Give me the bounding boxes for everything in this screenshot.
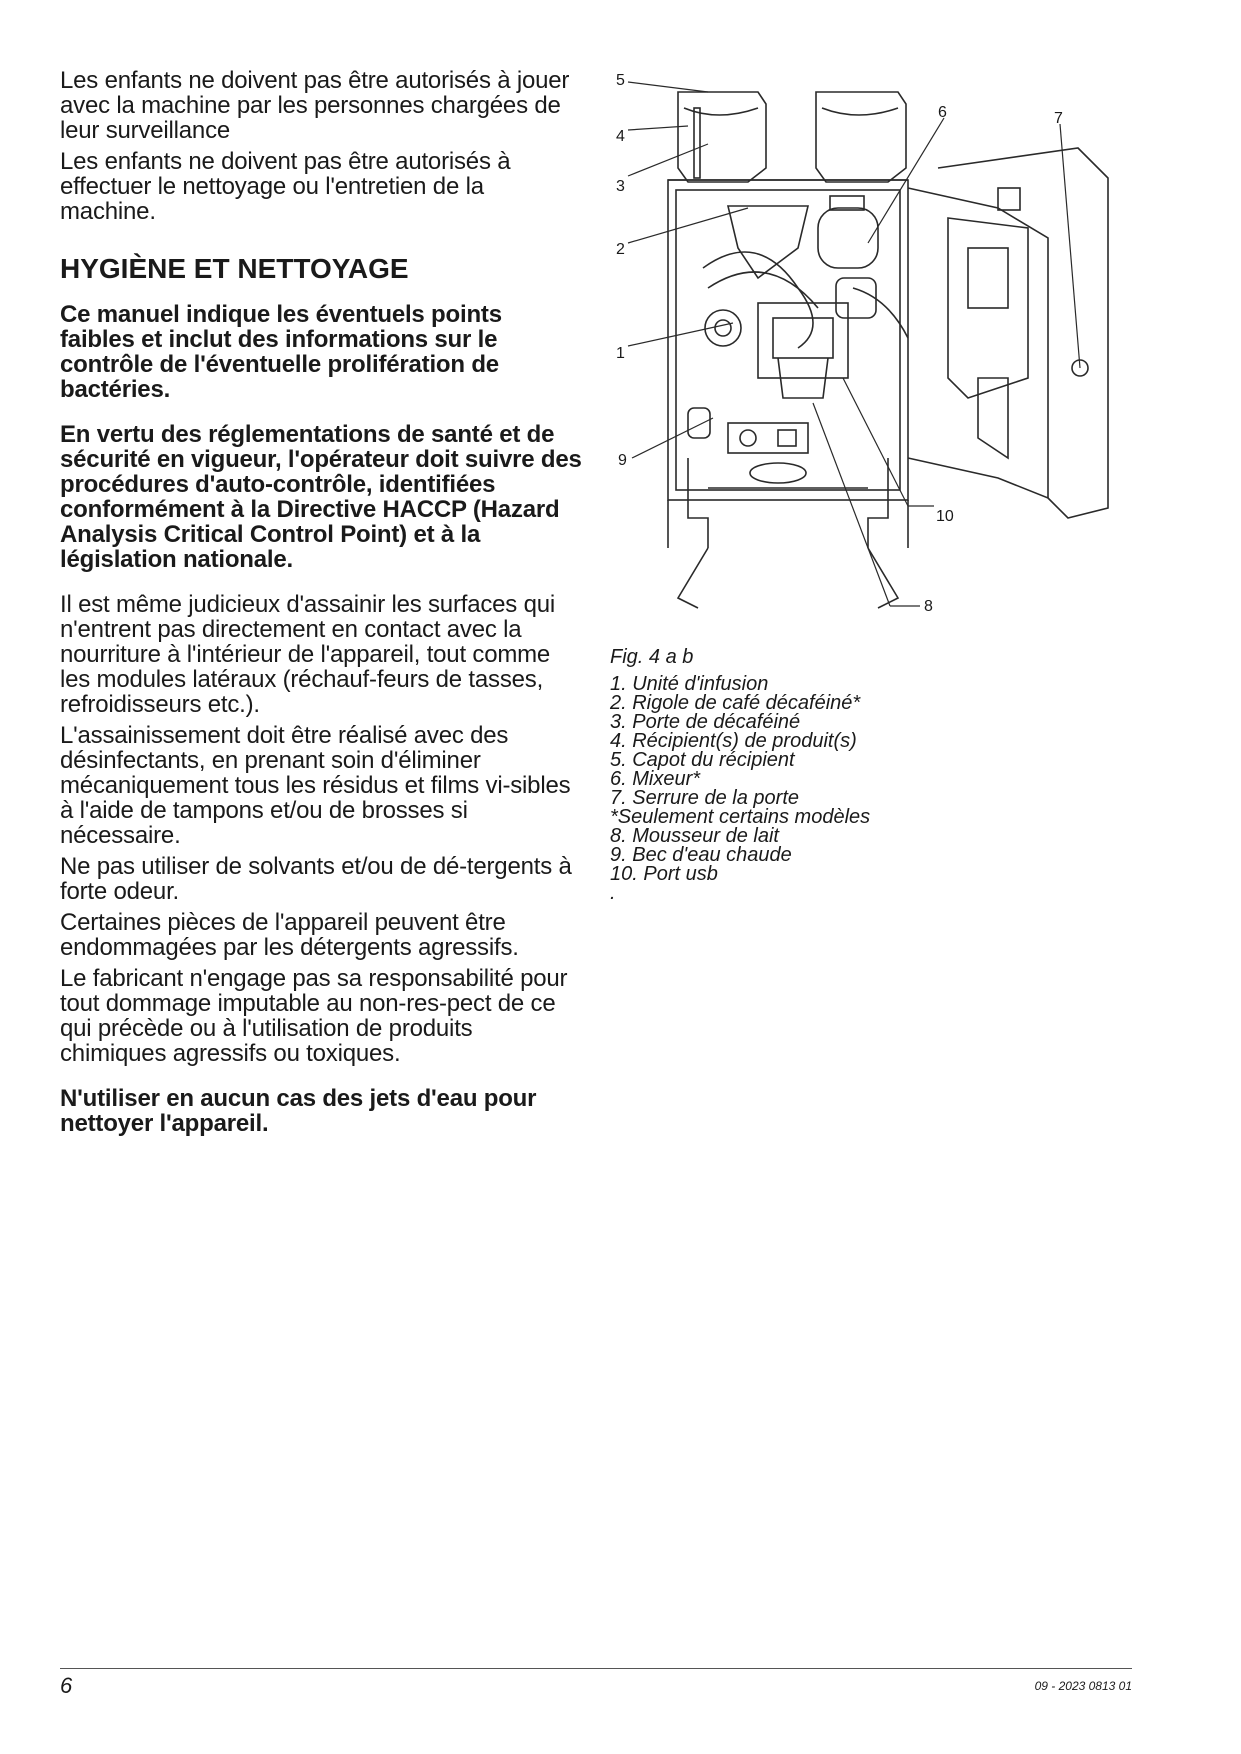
page-number: 6 [60, 1673, 73, 1698]
callout-7: 7 [1054, 110, 1063, 127]
caption-trailing-dot: . [610, 882, 616, 904]
callout-1: 1 [616, 345, 625, 362]
callout-6: 6 [938, 104, 947, 121]
paragraph-disinfectants: L'assainissement doit être réalisé avec des désinfectants, en prenant soin d'éliminer mécaniquement tous les résidus et films vi-sibles à l'aide de tampons et/ou de brosses si nécessaire. [60, 722, 571, 849]
caption-footnote: *Seulement certains modèles [610, 806, 871, 828]
document-code: 09 - 2023 0813 01 [1034, 1679, 1132, 1693]
paragraph-liability: Le fabricant n'engage pas sa responsabilité pour tout dommage imputable au non-res-pect de ce qui précède ou à l'utilisation de produits chimiques agressifs ou toxiques. [60, 965, 568, 1067]
callout-2: 2 [616, 241, 625, 258]
brewing-unit [703, 252, 908, 398]
callout-8: 8 [924, 598, 933, 615]
caption-item: 1. Unité d'infusion [610, 673, 769, 695]
paragraph-children-supervision: Les enfants ne doivent pas être autorisés à jouer avec la machine par les personnes chargées de leur surveillance [60, 67, 570, 144]
footer-divider [60, 1668, 1132, 1669]
product-containers [678, 92, 906, 182]
paragraph-sanitize-surfaces: Il est même judicieux d'assainir les surfaces qui n'entrent pas directement en contact avec la nourriture à l'intérieur de l'appareil, tout comme les modules latéraux (réchauf-feurs de tasses, refroidisseurs etc.). [60, 591, 555, 718]
caption-item: 4. Récipient(s) de produit(s) [610, 730, 857, 752]
caption-item: 6. Mixeur* [610, 768, 701, 790]
caption-item: 9. Bec d'eau chaude [610, 844, 792, 866]
callout-leaders [628, 82, 1080, 606]
paragraph-damage: Certaines pièces de l'appareil peuvent être endommagées par les détergents agressifs. [60, 909, 519, 961]
caption-item: 8. Mousseur de lait [610, 825, 779, 847]
callout-4: 4 [616, 128, 625, 145]
paragraph-children-cleaning: Les enfants ne doivent pas être autorisés à effectuer le nettoyage ou l'entretien de la machine. [60, 148, 511, 225]
callout-10: 10 [936, 508, 954, 525]
figure-caption [610, 648, 1210, 903]
machine-figure [608, 72, 1208, 638]
caption-item: 3. Porte de décaféiné [610, 711, 801, 733]
lower-section [668, 408, 908, 608]
machine-illustration [608, 78, 1208, 638]
cabinet-body [668, 180, 908, 500]
callout-3: 3 [616, 178, 625, 195]
caption-item: 7. Serrure de la porte [610, 787, 799, 809]
bold-paragraph-manual: Ce manuel indique les éventuels points faibles et inclut des informations sur le contrôle de l'éventuelle prolifération de bactéries. [60, 301, 502, 403]
caption-item: 2. Rigole de café décaféiné* [610, 692, 861, 714]
paragraph-solvents: Ne pas utiliser de solvants et/ou de dé-tergents à forte odeur. [60, 853, 572, 905]
bold-paragraph-haccp: En vertu des réglementations de santé et de sécurité en vigueur, l'opérateur doit suivre des procédures d'auto-contrôle, identifiées conformément à la Directive HACCP (Hazard Analysis Critical Control Point) et à la législation nationale. [60, 421, 582, 573]
section-heading: HYGIÈNE ET NETTOYAGE [60, 253, 409, 284]
figure-title: Fig. 4 a b [610, 646, 694, 668]
caption-item: 5. Capot du récipient [610, 749, 795, 771]
left-column [60, 68, 582, 1142]
caption-item: 10. Port usb [610, 863, 718, 885]
callout-5: 5 [616, 72, 625, 89]
bold-paragraph-water-jets: N'utiliser en aucun cas des jets d'eau pour nettoyer l'appareil. [60, 1085, 537, 1137]
open-door [908, 148, 1108, 518]
callout-9: 9 [618, 452, 627, 469]
